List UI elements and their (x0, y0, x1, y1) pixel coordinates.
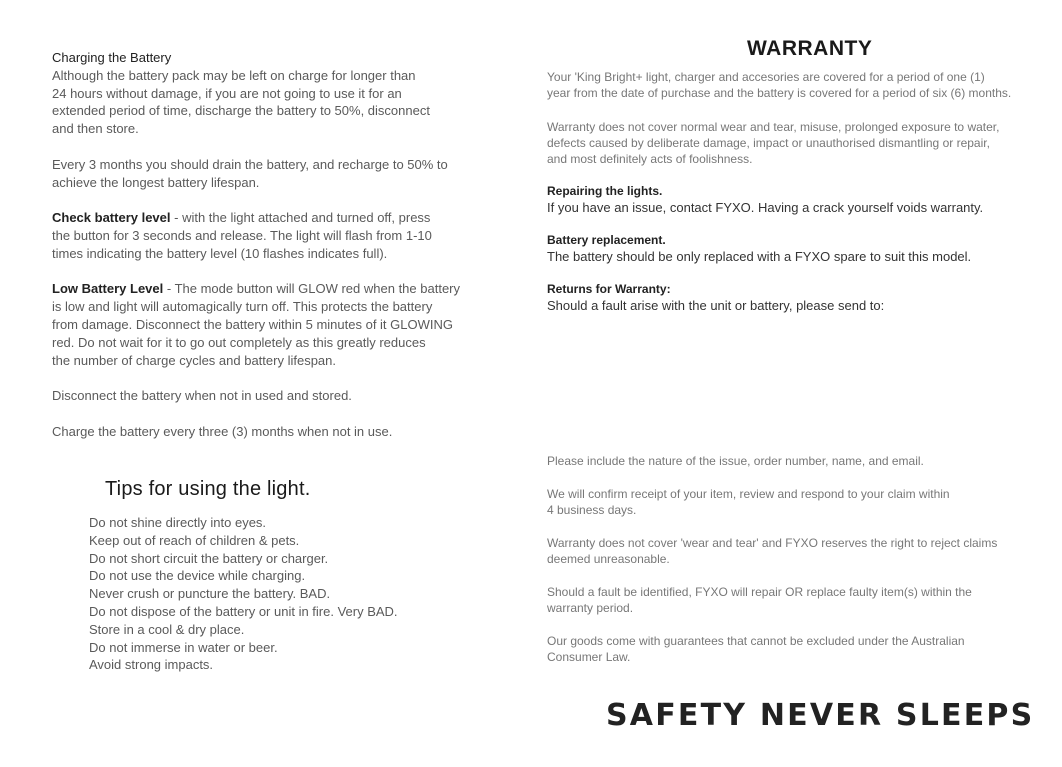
disconnect-line: Disconnect the battery when not in used and stored. (52, 388, 352, 404)
returns-section (547, 281, 884, 314)
check-level-line (52, 209, 502, 227)
battery-replacement-text: The battery should be only replaced with a FYXO spare to suit this model. (547, 249, 972, 265)
tip-item: Store in a cool & dry place. (89, 621, 245, 637)
tip-item: Do not immerse in water or beer. (89, 639, 278, 655)
check-level-line: the button for 3 seconds and release. The light will flash from 1-10 (52, 227, 432, 243)
tip-item: Do not dispose of the battery or unit in fire. Very BAD. (89, 603, 398, 619)
battery-replacement-title: Battery replacement. (547, 233, 666, 247)
confirm-line: 4 business days. (547, 503, 637, 518)
low-battery-line: the number of charge cycles and battery lifespan. (52, 352, 336, 368)
charging-line: 24 hours without damage, if you are not going to use it for an (52, 85, 402, 101)
warranty-title: WARRANTY (747, 37, 873, 60)
slogan: SAFETY NEVER SLEEPS (606, 698, 1035, 733)
tip-item: Avoid strong impacts. (89, 657, 214, 673)
charging-line: and then store. (52, 121, 139, 137)
include-info (547, 453, 924, 469)
battery-care-section (52, 49, 502, 441)
charging-title: Charging the Battery (52, 50, 172, 65)
fault-info (547, 584, 972, 616)
guarantee-line: Consumer Law. (547, 650, 631, 665)
repair-title: Repairing the lights. (547, 184, 663, 198)
fault-line: Should a fault be identified, FYXO will repair OR replace faulty item(s) within the (547, 585, 972, 599)
tip-item: Do not use the device while charging. (89, 568, 306, 584)
low-battery-line: is low and light will automagically turn off. This protects the battery (52, 299, 433, 315)
warranty-exclusions (547, 119, 999, 168)
coverage-line: year from the date of purchase and the battery is covered for a period of six (6) months. (547, 86, 1012, 101)
confirm-line: We will confirm receipt of your item, review and respond to your claim within (547, 487, 950, 501)
guarantee-info (547, 633, 965, 665)
tip-item: Do not short circuit the battery or charger. (89, 550, 329, 566)
charging-line: Although the battery pack may be left on charge for longer than (52, 67, 416, 83)
returns-text: Should a fault arise with the unit or battery, please send to: (547, 298, 885, 314)
exclusion-line: defects caused by deliberate damage, impact or unauthorised dismantling or repair, (547, 136, 990, 151)
check-level-paragraph (52, 209, 502, 262)
reject-line: Warranty does not cover 'wear and tear' and FYXO reserves the right to reject claims (547, 536, 998, 550)
repair-section (547, 183, 983, 216)
tips-title: Tips for using the light. (105, 478, 311, 500)
disconnect-paragraph (52, 387, 502, 405)
tip-item: Do not shine directly into eyes. (89, 515, 267, 530)
check-level-text: - with the light attached and turned off, press (170, 210, 431, 226)
coverage-line: Your 'King Bright+ light, charger and accesories are covered for a period of one (1) (547, 70, 985, 84)
tips-list (89, 514, 398, 674)
low-battery-text: - The mode button will GLOW red when the battery (163, 281, 460, 297)
exclusion-line: Warranty does not cover normal wear and tear, misuse, prolonged exposure to water, (547, 120, 1000, 134)
low-battery-title: Low Battery Level (52, 281, 164, 297)
confirm-info (547, 486, 950, 518)
returns-title: Returns for Warranty: (547, 282, 671, 296)
reject-line: deemed unreasonable. (547, 552, 670, 567)
low-battery-line: red. Do not wait for it to go out completely as this greatly reduces (52, 334, 426, 350)
low-battery-paragraph (52, 280, 502, 369)
tip-item: Never crush or puncture the battery. BAD. (89, 586, 331, 602)
reject-info (547, 535, 997, 567)
low-battery-line: from damage. Disconnect the battery within 5 minutes of it GLOWING (52, 316, 453, 332)
warranty-coverage (547, 69, 1011, 101)
low-battery-line (52, 280, 502, 298)
include-line: Please include the nature of the issue, order number, name, and email. (547, 454, 924, 468)
fault-line: warranty period. (547, 601, 634, 616)
drain-line: Every 3 months you should drain the battery, and recharge to 50% to (52, 156, 448, 172)
guarantee-line: Our goods come with guarantees that cannot be excluded under the Australian (547, 634, 965, 648)
exclusion-line: and most definitely acts of foolishness. (547, 152, 753, 167)
check-level-title: Check battery level (52, 210, 171, 226)
charge-interval-line: Charge the battery every three (3) months when not in use. (52, 423, 393, 439)
charging-paragraph (52, 67, 502, 138)
tip-item: Keep out of reach of children & pets. (89, 532, 300, 548)
charging-line: extended period of time, discharge the battery to 50%, disconnect (52, 103, 430, 119)
drain-paragraph (52, 156, 502, 192)
repair-text: If you have an issue, contact FYXO. Having a crack yourself voids warranty. (547, 200, 984, 216)
drain-line: achieve the longest battery lifespan. (52, 174, 260, 190)
check-level-line: times indicating the battery level (10 flashes indicates full). (52, 245, 388, 261)
battery-replacement-section (547, 232, 971, 265)
